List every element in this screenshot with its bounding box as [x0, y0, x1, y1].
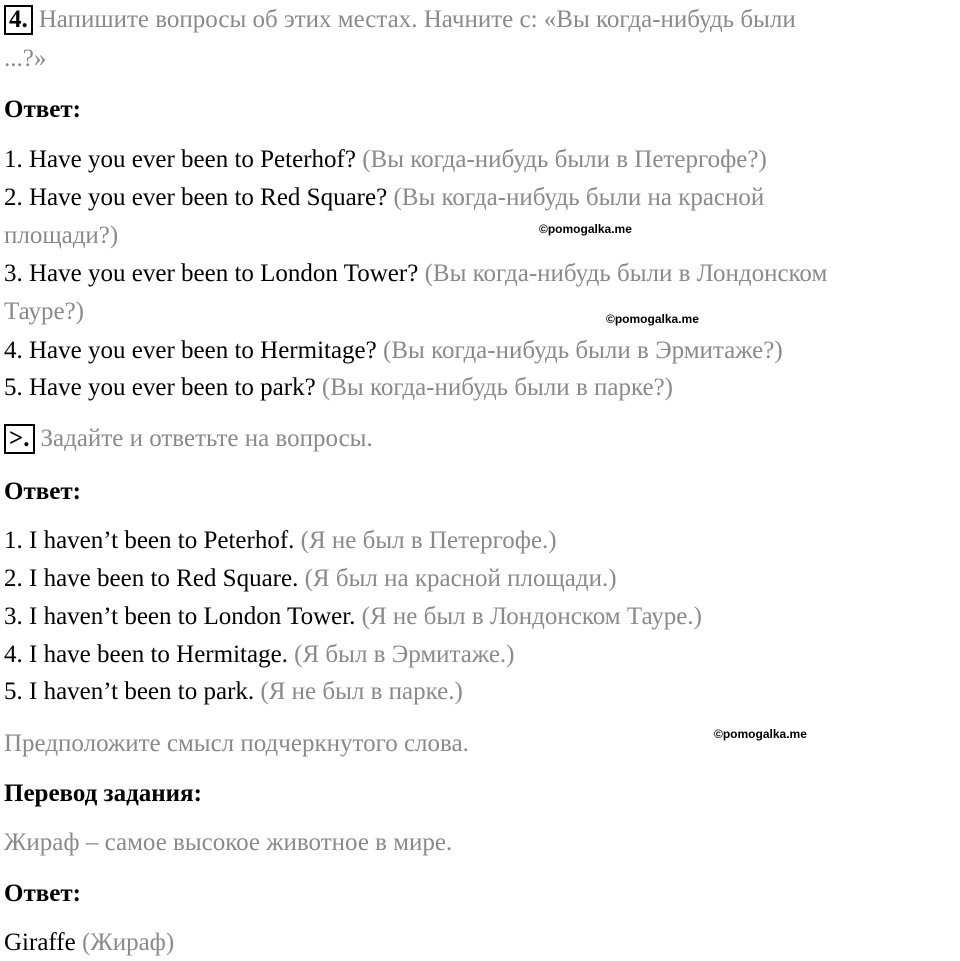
- task5-instruction-line: [4, 424, 373, 454]
- item-translation: (Я не был в парке.): [260, 678, 463, 705]
- task6-answer: [4, 928, 174, 958]
- item-english: 5. Have you ever been to park?: [4, 374, 316, 401]
- answer-english: Giraffe: [4, 929, 76, 956]
- item-translation: (Вы когда-нибудь были в Лондонском: [424, 260, 828, 287]
- task4-item-3: [4, 259, 827, 289]
- task4-instruction: Напишите вопросы об этих местах. Начните с: «Вы когда-нибудь были: [38, 6, 796, 33]
- task4-number-badge: 4.: [4, 5, 33, 35]
- item-english: 2. Have you ever been to Red Square?: [4, 184, 388, 211]
- task6-sentence: Жираф – самое высокое животное в мире.: [4, 829, 453, 856]
- item-english: 4. Have you ever been to Hermitage?: [4, 337, 377, 364]
- item-translation: (Я был в Эрмитаже.): [294, 641, 515, 668]
- task6-instruction: Предположите смысл подчеркнутого слова.: [4, 730, 469, 757]
- task4-item-3-cont: Тауре?): [4, 298, 84, 325]
- item-translation: (Вы когда-нибудь были в Петергофе?): [362, 146, 767, 173]
- item-english: 1. Have you ever been to Peterhof?: [4, 146, 356, 173]
- task6-translation-label: Перевод задания:: [4, 780, 202, 807]
- task5-answer-label: Ответ:: [4, 478, 81, 505]
- item-english: 3. Have you ever been to London Tower?: [4, 260, 419, 287]
- task5-item-5: [4, 677, 463, 707]
- item-english: 5. I haven’t been to park.: [4, 678, 255, 705]
- task5-item-3: [4, 602, 702, 632]
- item-english: 1. I haven’t been to Peterhof.: [4, 527, 295, 554]
- task4-item-1: [4, 145, 767, 175]
- item-english: 3. I haven’t been to London Tower.: [4, 603, 356, 630]
- item-english: 4. I have been to Hermitage.: [4, 641, 288, 668]
- watermark: ©pomogalka.me: [606, 312, 699, 326]
- item-translation: (Вы когда-нибудь были в парке?): [321, 374, 674, 401]
- task6-answer-label: Ответ:: [4, 880, 81, 907]
- task4-item-4: [4, 336, 783, 366]
- task4-instruction-line1: [4, 5, 796, 35]
- task5-number-badge: >.: [4, 424, 35, 454]
- item-translation: (Я не был в Петергофе.): [300, 527, 557, 554]
- answer-translation: (Жираф): [81, 929, 175, 956]
- task5-item-2: [4, 564, 617, 594]
- task4-answer-label: Ответ:: [4, 96, 81, 123]
- watermark: ©pomogalka.me: [714, 727, 807, 741]
- task5-instruction: Задайте и ответьте на вопросы.: [40, 425, 373, 452]
- item-translation: (Я не был в Лондонском Тауре.): [361, 603, 702, 630]
- item-translation: (Вы когда-нибудь были в Эрмитаже?): [383, 337, 783, 364]
- watermark: ©pomogalka.me: [539, 222, 632, 236]
- task5-item-1: [4, 526, 557, 556]
- task4-item-2: [4, 183, 764, 213]
- task4-item-2-cont: площади?): [4, 222, 119, 249]
- task5-item-4: [4, 640, 514, 670]
- item-english: 2. I have been to Red Square.: [4, 565, 299, 592]
- task4-instruction-line2: ...?»: [4, 45, 47, 72]
- item-translation: (Вы когда-нибудь были на красной: [393, 184, 765, 211]
- item-translation: (Я был на красной площади.): [304, 565, 617, 592]
- task4-item-5: [4, 373, 673, 403]
